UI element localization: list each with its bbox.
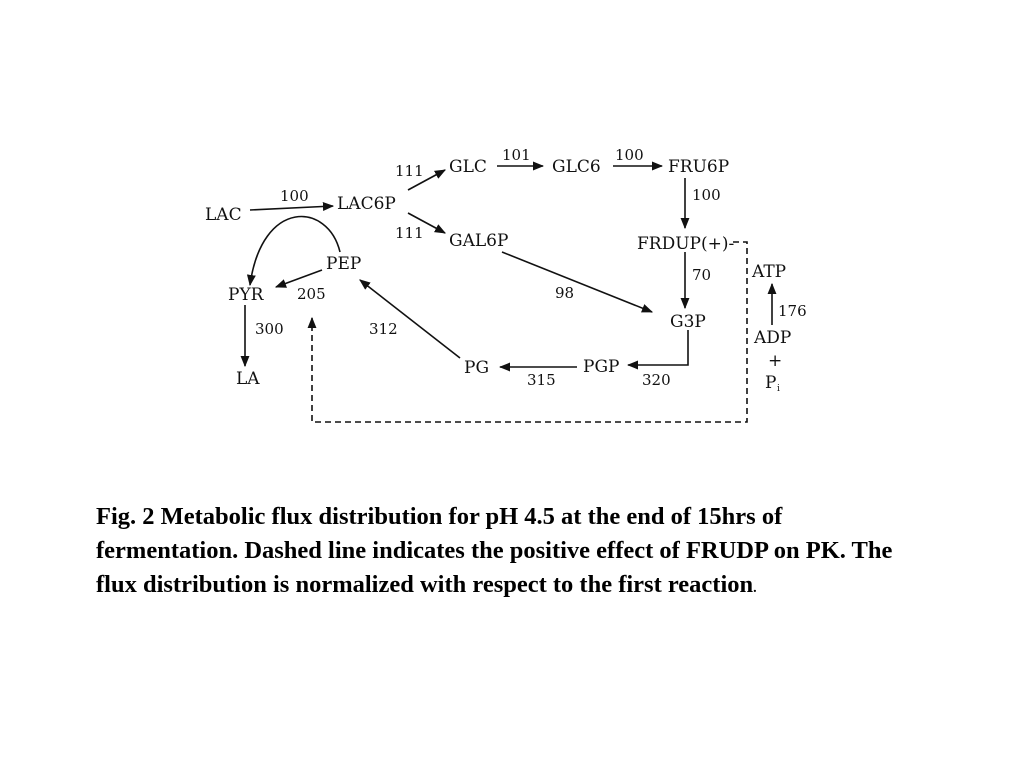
arrow-lac6p-pep-to-pyr-curve <box>250 217 340 285</box>
node-fru6p: FRU6P <box>668 157 730 177</box>
arrow-gal6p-g3p <box>502 252 652 312</box>
node-gal6p: GAL6P <box>449 231 509 251</box>
flux-lac-lac6p: 100 <box>280 187 309 205</box>
node-la: LA <box>236 369 260 389</box>
node-lac: LAC <box>205 205 242 225</box>
figure-caption <box>96 500 926 606</box>
flux-pep-pyr: 205 <box>297 285 326 303</box>
node-pyr: PYR <box>228 285 264 305</box>
caption-period: . <box>753 581 757 596</box>
node-glc6: GLC6 <box>552 157 601 177</box>
flux-g3p-pgp: 320 <box>642 371 671 389</box>
node-pi: P <box>765 373 777 393</box>
arrow-g3p-pgp <box>628 330 688 365</box>
flux-pg-pep: 312 <box>369 320 398 338</box>
node-pep: PEP <box>326 254 362 274</box>
flux-glc-glc6: 101 <box>502 146 531 164</box>
node-glc: GLC <box>449 157 487 177</box>
flux-glc6-fru6p: 100 <box>615 146 644 164</box>
arrow-pg-pep <box>360 280 460 358</box>
flux-lac6p-glc: 111 <box>395 162 424 180</box>
flux-adp-atp: 176 <box>778 302 807 320</box>
flux-frudp-g3p: 70 <box>692 266 712 284</box>
node-frudp: FRDUP(+)- <box>637 234 735 254</box>
node-atp: ATP <box>752 262 787 282</box>
flux-pyr-la: 300 <box>255 320 284 338</box>
flux-fru6p-frudp: 100 <box>692 186 721 204</box>
flux-lac6p-gal6p: 111 <box>395 224 424 242</box>
node-g3p: G3P <box>670 312 706 332</box>
node-lac6p: LAC6P <box>337 194 396 214</box>
node-pi-subscript: i <box>777 384 780 394</box>
node-plus: + <box>768 351 783 371</box>
node-pg: PG <box>464 358 490 378</box>
flux-pgp-pg: 315 <box>527 371 556 389</box>
arrow-lac-lac6p <box>250 206 333 210</box>
node-pgp: PGP <box>583 357 620 377</box>
flux-gal6p-g3p: 98 <box>555 284 575 302</box>
node-adp: ADP <box>754 328 792 348</box>
caption-text: Fig. 2 Metabolic flux distribution for pH 4.5 at the end of 15hrs of fermentation. Dashed line indicates the positive effect of FRUDP on PK. The flux distribution is normalized with respect to the first reaction <box>96 503 893 598</box>
